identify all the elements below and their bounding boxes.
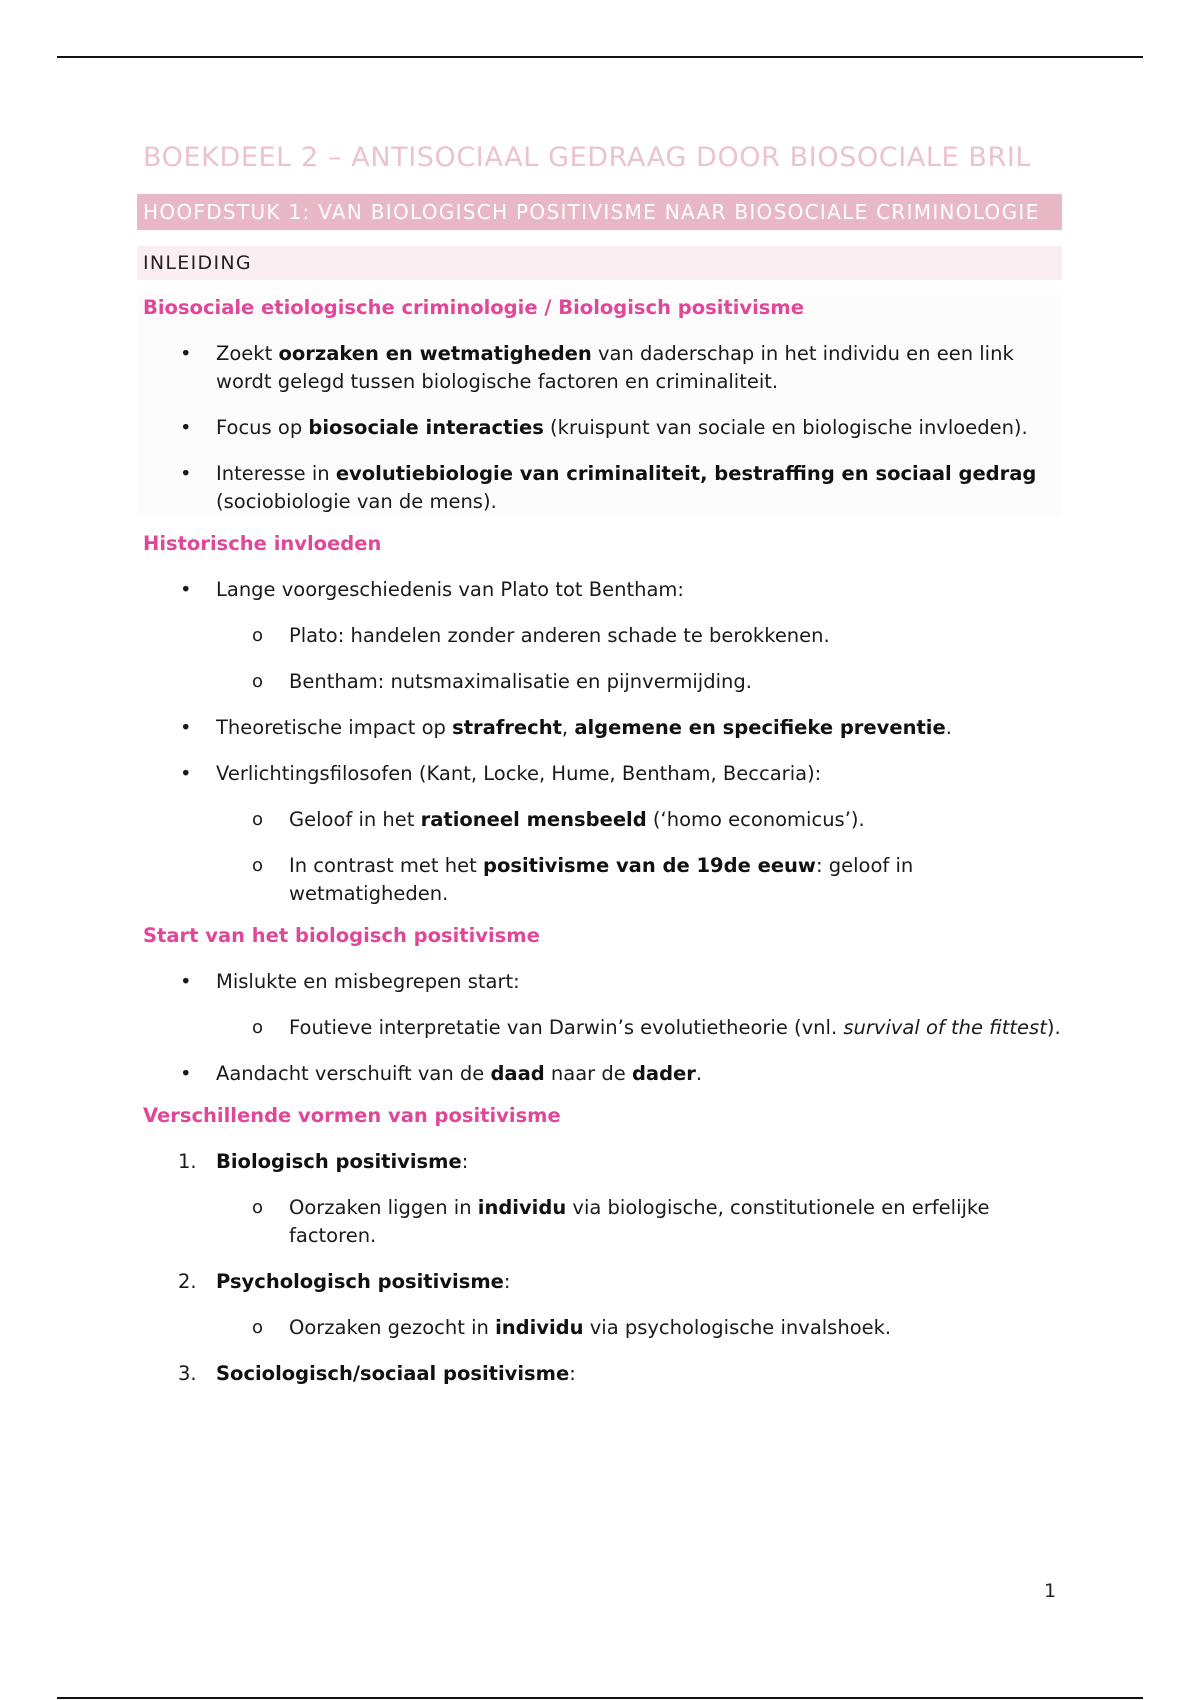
numbered-item: 2. Psychologisch positivisme:: [216, 1268, 1062, 1296]
header-rule: [57, 56, 1143, 58]
list-historische: [137, 576, 1062, 604]
page-number: 1: [1044, 1580, 1057, 1602]
bullet-icon: •: [180, 970, 192, 993]
numbered-item: 1. Biologisch positivisme:: [216, 1148, 1062, 1176]
item-number: 2.: [178, 1270, 197, 1293]
list-start: [137, 968, 1062, 996]
bullet-icon: •: [180, 416, 192, 439]
sub-bullet-icon: o: [252, 809, 264, 830]
list-item: • Verlichtingsfilosofen (Kant, Locke, Hume, Bentham, Beccaria):: [216, 760, 1062, 788]
list-historische-2: [137, 714, 1062, 788]
bullet-icon: •: [180, 762, 192, 785]
sub-list-item: o Oorzaken gezocht in individu via psychologische invalshoek.: [289, 1314, 1062, 1342]
sub-bullet-icon: o: [252, 1317, 264, 1338]
list-start-2: [137, 1060, 1062, 1088]
list-item: • Focus op biosociale interacties (kruispunt van sociale en biologische invloeden).: [216, 414, 1062, 442]
list-item: • Interesse in evolutiebiologie van criminaliteit, bestraffing en sociaal gedrag (sociobiologie van de mens).: [180, 462, 1037, 513]
list-biosociale: [137, 340, 1062, 516]
page-content: [137, 138, 1062, 1388]
subheading-biosociale: Biosociale etiologische criminologie / Biologisch positivisme: [143, 296, 804, 319]
sub-bullet-icon: o: [252, 625, 264, 646]
list-item: • Aandacht verschuift van de daad naar de dader.: [216, 1060, 1062, 1088]
section-biosociale: [137, 294, 1062, 516]
bullet-icon: •: [180, 716, 192, 739]
numbered-list-1: [137, 1148, 1062, 1176]
book-title: BOEKDEEL 2 – ANTISOCIAAL GEDRAAG DOOR BIOSOCIALE BRIL: [143, 142, 1032, 173]
bullet-icon: •: [180, 342, 192, 365]
sub-bullet-icon: o: [252, 671, 264, 692]
sub-list-item: o Geloof in het rationeel mensbeeld (‘homo economicus’).: [289, 806, 1062, 834]
sublist-historische-1: [137, 622, 1062, 696]
sub-bullet-icon: o: [252, 855, 264, 876]
item-number: 3.: [178, 1362, 197, 1385]
sublist-start: [137, 1014, 1062, 1042]
sub-list-item: o In contrast met het positivisme van de 19de eeuw: geloof in wetmatigheden.: [252, 854, 914, 905]
bullet-icon: •: [180, 578, 192, 601]
chapter-heading: HOOFDSTUK 1: VAN BIOLOGISCH POSITIVISME NAAR BIOSOCIALE CRIMINOLOGIE: [137, 194, 1062, 230]
sub-list-item: o Bentham: nutsmaximalisatie en pijnvermijding.: [289, 668, 1062, 696]
sublist-historische-2: [137, 806, 1062, 908]
bullet-icon: •: [180, 462, 192, 485]
sub-list-item: o Oorzaken liggen in individu via biologische, constitutionele en erfelijke factoren.: [252, 1196, 990, 1247]
numbered-list-2: [137, 1268, 1062, 1296]
footer-rule: [57, 1697, 1143, 1699]
sub-bullet-icon: o: [252, 1017, 264, 1038]
section-heading: INLEIDING: [137, 246, 1062, 280]
numbered-item: 3. Sociologisch/sociaal positivisme:: [216, 1360, 1062, 1388]
subheading-start: Start van het biologisch positivisme: [143, 924, 540, 947]
sub-list-item: o Foutieve interpretatie van Darwin’s evolutietheorie (vnl. survival of the fittest).: [289, 1014, 1062, 1042]
sub-list-item: o Plato: handelen zonder anderen schade te berokkenen.: [289, 622, 1062, 650]
list-item: • Lange voorgeschiedenis van Plato tot Bentham:: [216, 576, 1062, 604]
numbered-list-3: [137, 1360, 1062, 1388]
subheading-historische: Historische invloeden: [143, 532, 382, 555]
sublist-vormen-1: [137, 1194, 1062, 1250]
list-item: • Zoekt oorzaken en wetmatigheden van daderschap in het individu en een link wordt gelegd tussen biologische factoren en criminaliteit.: [180, 342, 1014, 393]
subheading-vormen: Verschillende vormen van positivisme: [143, 1104, 561, 1127]
sub-bullet-icon: o: [252, 1197, 264, 1218]
list-item: • Theoretische impact op strafrecht, algemene en specifieke preventie.: [216, 714, 1062, 742]
item-number: 1.: [178, 1150, 197, 1173]
sublist-vormen-2: [137, 1314, 1062, 1342]
list-item: • Mislukte en misbegrepen start:: [216, 968, 1062, 996]
bullet-icon: •: [180, 1062, 192, 1085]
